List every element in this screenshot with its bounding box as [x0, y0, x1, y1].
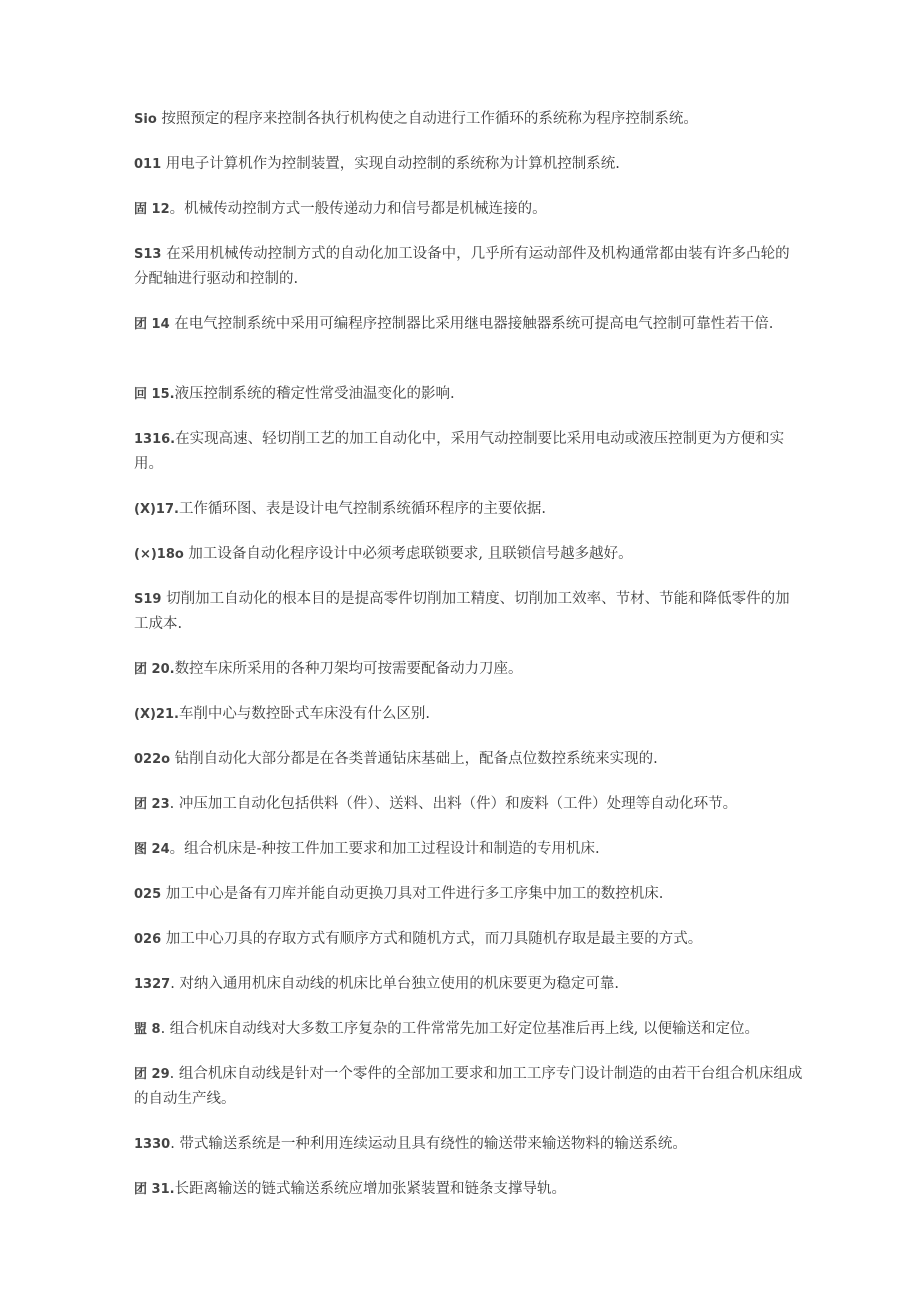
item-text: 液压控制系统的稽定性常受油温变化的影响.: [174, 386, 455, 402]
list-item: [134, 792, 804, 817]
item-text: 加工中心刀具的存取方式有顺序方式和随机方式，而刀具随机存取是最主要的方式。: [161, 931, 703, 947]
list-item: [134, 382, 804, 407]
item-number: 1327: [134, 977, 171, 992]
list-item: [134, 657, 804, 682]
list-item: [134, 497, 804, 522]
list-item: [134, 152, 804, 177]
item-text: 用电子计算机作为控制装置，实现自动控制的系统称为计算机控制系统.: [161, 156, 620, 172]
item-number: S13: [134, 247, 162, 262]
list-item: [134, 972, 804, 997]
list-item: [134, 1017, 804, 1042]
item-number: 1316.: [134, 432, 176, 447]
item-text: 在采用机械传动控制方式的自动化加工设备中，几乎所有运动部件及机构通常都由装有许多凸轮的分配轴进行驱动和控制的.: [134, 246, 790, 287]
item-number: S19: [134, 592, 162, 607]
item-number: 团 29: [134, 1067, 170, 1082]
item-text: . 组合机床自动线是针对一个零件的全部加工要求和加工工序专门设计制造的由若干台组合机床组成的自动生产线。: [134, 1066, 803, 1107]
item-text: 工作循环图、表是设计电气控制系统循环程序的主要依据.: [178, 501, 547, 517]
item-number: 团 31.: [134, 1182, 175, 1197]
item-text: 长距离输送的链式输送系统应增加张紧装置和链条支撑导轨。: [174, 1181, 567, 1197]
item-text: . 组合机床自动线对大多数工序复杂的工件常常先加工好定位基准后再上线, 以便输送和定位。: [160, 1021, 760, 1037]
item-text: 钻削自动化大部分都是在各类普通钻床基础上，配备点位数控系统来实现的.: [170, 751, 658, 767]
item-number: (×)18o: [134, 547, 184, 562]
list-item: [134, 1062, 804, 1112]
list-item: [134, 882, 804, 907]
item-text: 在电气控制系统中采用可编程序控制器比采用继电器接触器系统可提高电气控制可靠性若干倍.: [169, 316, 774, 332]
item-text: . 带式输送系统是一种利用连续运动且具有绕性的输送带来输送物料的输送系统。: [170, 1136, 687, 1152]
list-item: [134, 197, 804, 222]
item-number: 固 12: [134, 202, 170, 217]
list-item: [134, 1132, 804, 1157]
item-text: 切削加工自动化的根本目的是提高零件切削加工精度、切削加工效率、节材、节能和降低零件的加工成本.: [134, 591, 790, 632]
item-number: (X)17.: [134, 502, 179, 517]
item-text: 。机械传动控制方式一般传递动力和信号都是机械连接的。: [169, 201, 547, 217]
list-item: [134, 927, 804, 952]
item-text: . 对纳入通用机床自动线的机床比单台独立使用的机床要更为稳定可靠.: [170, 976, 620, 992]
item-number: 团 23: [134, 797, 170, 812]
item-number: 022o: [134, 752, 171, 767]
list-item: [134, 747, 804, 772]
list-item: [134, 427, 804, 477]
item-text: . 冲压加工自动化包括供料（件）、送料、出料（件）和废料（工件）处理等自动化环节。: [169, 796, 738, 812]
list-item: [134, 542, 804, 567]
item-number: 026: [134, 932, 162, 947]
item-text: 加工中心是备有刀库并能自动更换刀具对工件进行多工序集中加工的数控机床.: [161, 886, 664, 902]
item-text: 。组合机床是-种按工件加工要求和加工过程设计和制造的专用机床.: [169, 841, 600, 857]
item-number: 1330: [134, 1137, 171, 1152]
list-item: [134, 242, 804, 292]
list-item: [134, 587, 804, 637]
item-text: 车削中心与数控卧式车床没有什么区别.: [178, 706, 431, 722]
item-text: 加工设备自动化程序设计中必须考虑联锁要求, 且联锁信号越多越好。: [183, 546, 633, 562]
item-number: 图 24: [134, 842, 170, 857]
item-text: 在实现高速、轻切削工艺的加工自动化中，采用气动控制要比采用电动或液压控制更为方便和实用。: [134, 431, 785, 472]
item-text: 按照预定的程序来控制各执行机构使之自动进行工作循环的系统称为程序控制系统。: [156, 111, 698, 127]
item-number: 回 15.: [134, 387, 175, 402]
item-number: 盟 8: [134, 1022, 161, 1037]
item-number: 团 14: [134, 317, 170, 332]
item-number: Sio: [134, 112, 157, 127]
item-number: 团 20.: [134, 662, 175, 677]
item-text: 数控车床所采用的各种刀架均可按需要配备动力刀座。: [174, 661, 523, 677]
list-item: [134, 107, 804, 132]
list-item: [134, 312, 804, 337]
item-number: (X)21.: [134, 707, 179, 722]
item-number: 011: [134, 157, 162, 172]
list-item: [134, 1177, 804, 1202]
item-number: 025: [134, 887, 162, 902]
list-item: [134, 837, 804, 862]
list-item: [134, 702, 804, 727]
